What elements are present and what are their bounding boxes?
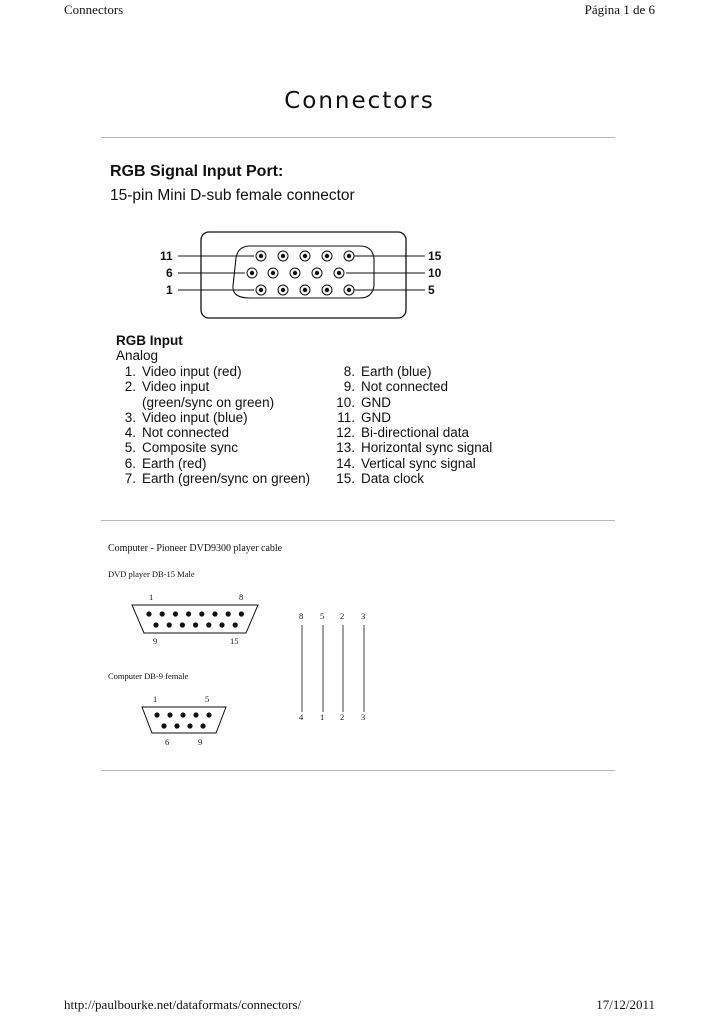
connector-pin xyxy=(167,712,172,717)
connector-pin xyxy=(193,622,198,627)
pin-number: 1. xyxy=(124,364,136,379)
pin-description: Not connected xyxy=(142,425,230,441)
pin-label-15: 15 xyxy=(428,249,442,263)
connector-pin xyxy=(193,712,198,717)
connector-pin xyxy=(212,611,217,616)
connector-pin xyxy=(206,712,211,717)
wire-top-8: 8 xyxy=(299,611,304,621)
connector-pin xyxy=(187,723,192,728)
connector-pin xyxy=(173,611,178,616)
wire-bottom-2: 2 xyxy=(340,712,345,722)
pin-number: 10. xyxy=(336,394,355,410)
wire-top-2: 2 xyxy=(340,611,345,621)
db9-pin-5: 5 xyxy=(205,694,210,704)
pin-description: Data clock xyxy=(361,471,425,487)
connector-pin xyxy=(154,712,159,717)
pin-description: Composite sync xyxy=(142,440,239,456)
pin-number: 15. xyxy=(336,471,355,487)
pin-description: Vertical sync signal xyxy=(361,455,476,471)
db9-pin-1: 1 xyxy=(153,694,158,704)
pin-number: 14. xyxy=(336,455,355,471)
pin-description: Horizontal sync signal xyxy=(361,440,493,456)
source-url: http://paulbourke.net/dataformats/connectors/ xyxy=(64,997,302,1012)
pin-number: 13. xyxy=(336,440,355,456)
connector-pin xyxy=(153,622,158,627)
pin-description: Earth (green/sync on green) xyxy=(142,471,311,487)
wire-bottom-1: 1 xyxy=(320,712,325,722)
pin-number: 11. xyxy=(337,409,355,425)
connector-pin xyxy=(180,712,185,717)
rgb-port-heading: RGB Signal Input Port: xyxy=(110,163,284,180)
page-title: Connectors xyxy=(284,88,435,114)
connector-pin xyxy=(186,611,191,616)
pin-number: 6. xyxy=(124,455,136,471)
wire-bottom-3: 3 xyxy=(361,712,366,722)
pin-label-6: 6 xyxy=(166,266,173,280)
db15-pin-15: 15 xyxy=(230,636,239,646)
connector-pin xyxy=(161,723,166,728)
connector-pin xyxy=(226,611,231,616)
connector-pin xyxy=(239,611,244,616)
connector-pin xyxy=(206,622,211,627)
pin-number: 5. xyxy=(124,440,136,456)
rgb-input-subheading: Analog xyxy=(116,348,159,363)
connector-pin xyxy=(174,723,179,728)
db15-pin-8: 8 xyxy=(239,592,244,602)
connector-pin xyxy=(160,611,165,616)
pin-number: 8. xyxy=(343,364,355,379)
cable-title: Computer - Pioneer DVD9300 player cable xyxy=(108,543,283,554)
connector-pin xyxy=(167,622,172,627)
db15-pin-9: 9 xyxy=(153,636,158,646)
connector-pin xyxy=(199,611,204,616)
pin-description: (green/sync on green) xyxy=(142,394,275,410)
db9-pin-9: 9 xyxy=(198,737,203,747)
db9-label: Computer DB-9 female xyxy=(108,671,189,681)
pin-number: 3. xyxy=(124,409,136,425)
connector-pin xyxy=(200,723,205,728)
pin-description: Video input xyxy=(142,379,210,395)
pin-label-11: 11 xyxy=(160,249,173,263)
pin-description: GND xyxy=(361,394,391,410)
pin-number: 9. xyxy=(343,379,355,395)
pin-label-5: 5 xyxy=(428,283,435,297)
rgb-port-subtitle: 15-pin Mini D-sub female connector xyxy=(110,187,355,204)
pin-description: Earth (red) xyxy=(142,455,207,471)
connector-pin xyxy=(233,622,238,627)
rgb-input-heading: RGB Input xyxy=(116,333,183,348)
db15-pin-1: 1 xyxy=(149,592,154,602)
connector-pin xyxy=(146,611,151,616)
pin-label-1: 1 xyxy=(166,283,173,297)
wire-top-5: 5 xyxy=(320,611,325,621)
pin-description: Video input (blue) xyxy=(142,409,248,425)
page-counter: Página 1 de 6 xyxy=(584,2,655,17)
pin-number: 7. xyxy=(124,471,136,487)
page-header-left: Connectors xyxy=(64,2,124,17)
connector-pin xyxy=(219,622,224,627)
wire-bottom-4: 4 xyxy=(299,712,304,722)
pin-description: Video input (red) xyxy=(142,364,242,379)
pin-description: Not connected xyxy=(361,379,449,395)
pin-number: 12. xyxy=(336,425,355,441)
pin-description: Bi-directional data xyxy=(361,425,470,441)
print-date: 17/12/2011 xyxy=(596,997,655,1012)
wire-top-3: 3 xyxy=(361,611,366,621)
db15-label: DVD player DB-15 Male xyxy=(108,569,195,579)
pin-description: GND xyxy=(361,409,391,425)
pin-number: 4. xyxy=(124,425,136,441)
pin-label-10: 10 xyxy=(428,266,442,280)
pin-description: Earth (blue) xyxy=(361,364,432,379)
db9-pin-6: 6 xyxy=(165,737,170,747)
divider xyxy=(101,770,615,771)
connector-pin xyxy=(180,622,185,627)
pin-number: 2. xyxy=(124,379,136,395)
